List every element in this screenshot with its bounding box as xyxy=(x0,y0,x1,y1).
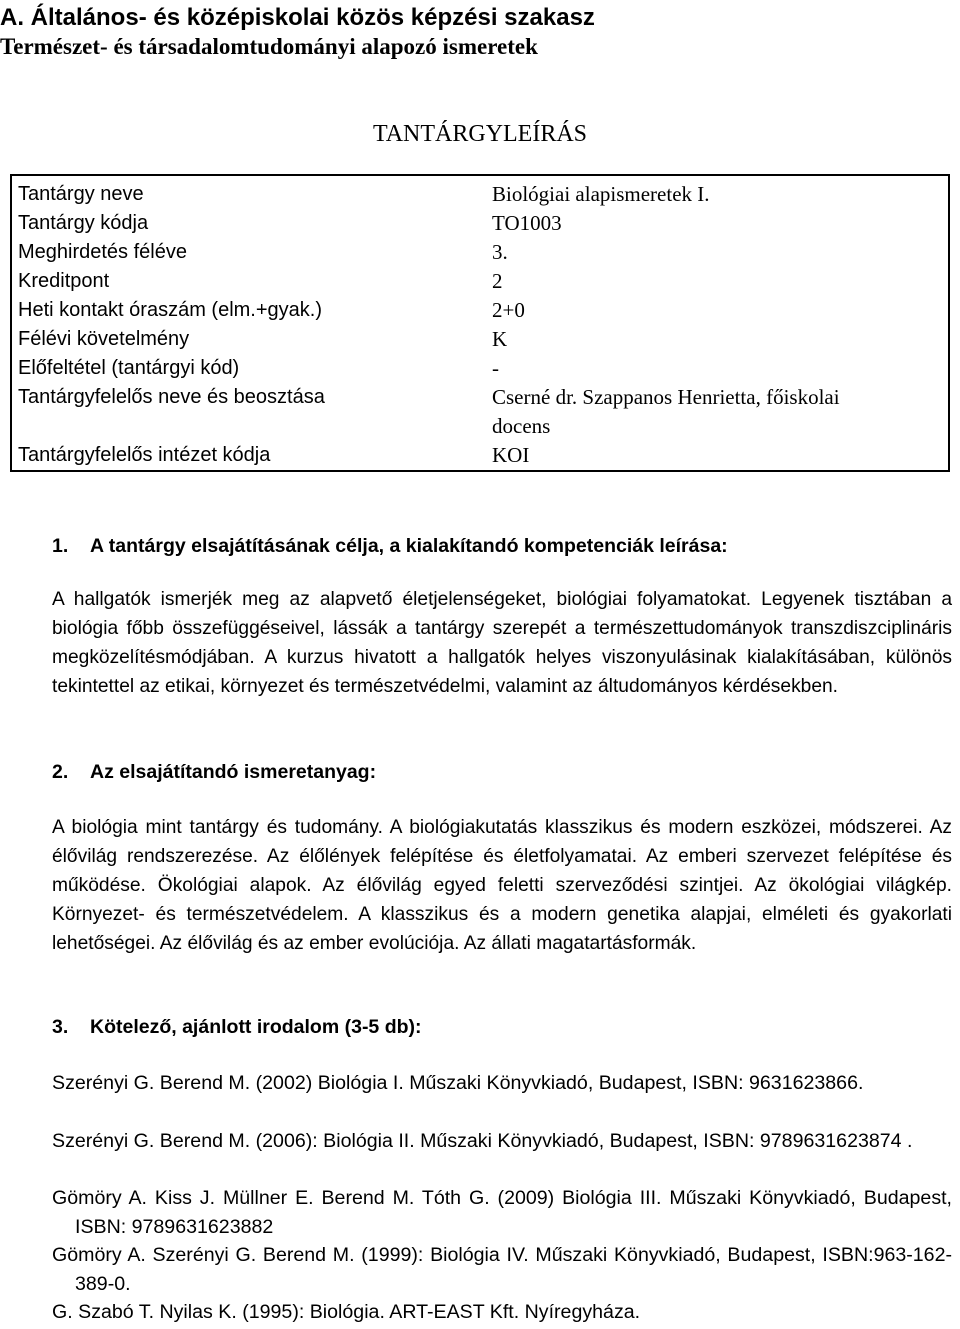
info-label: Félévi követelmény xyxy=(18,328,190,350)
section-number: 3. xyxy=(52,1016,69,1038)
info-label: Előfeltétel (tantárgyi kód) xyxy=(18,357,240,379)
reference-item: Gömöry A. Szerényi G. Berend M. (1999): Biológia IV. Műszaki Könyvkiadó, Budapest, ISBN:963-162-389-0. xyxy=(52,1244,952,1295)
section-number: 2. xyxy=(52,761,69,783)
info-label: Tantárgy kódja xyxy=(18,212,149,234)
section-1-title xyxy=(52,532,728,560)
section-title-text: Kötelező, ajánlott irodalom (3-5 db): xyxy=(90,1016,422,1038)
reference-item: Szerényi G. Berend M. (2006): Biológia II. Műszaki Könyvkiadó, Budapest, ISBN: 9789631623874 . xyxy=(52,1130,913,1152)
section-number: 1. xyxy=(52,535,69,557)
subsection-heading: Természet- és társadalomtudományi alapozó ismeretek xyxy=(0,34,538,59)
info-label: Tantárgyfelelős intézet kódja xyxy=(18,444,271,466)
info-value: 2 xyxy=(492,269,503,293)
section-title-text: Az elsajátítandó ismeretanyag: xyxy=(90,761,377,783)
info-row xyxy=(12,238,948,267)
info-row xyxy=(12,296,948,325)
info-value: - xyxy=(492,356,499,380)
info-label: Tantárgy neve xyxy=(18,183,144,205)
reference-item: Gömöry A. Kiss J. Müllner E. Berend M. Tóth G. (2009) Biológia III. Műszaki Könyvkiadó, Budapest, ISBN: 9789631623882 xyxy=(52,1187,952,1238)
document-title: TANTÁRGYLEÍRÁS xyxy=(372,121,588,147)
info-row xyxy=(12,180,948,209)
info-value: TO1003 xyxy=(492,211,562,235)
section-title-text: A tantárgy elsajátításának célja, a kialakítandó kompetenciák leírása: xyxy=(90,535,728,557)
reference-item: G. Szabó T. Nyilas K. (1995): Biológia. ART-EAST Kft. Nyíregyháza. xyxy=(52,1301,641,1323)
info-row xyxy=(12,441,948,470)
section-1-text: A hallgatók ismerjék meg az alapvető életjelenségeket, biológiai folyamatokat. Legyenek tisztában a biológia főbb összefüggéseivel, lássák a tantárgy szerepét a természettudományok transzdiszciplináris megközelítésmódjában. A kurzus hivatott a hallgatók helyes viszonyulásinak kialakításában, különös tekintettel az etikai, környezet és természetvédelmi, valamint az áltudományos kérdésekben. xyxy=(52,589,952,697)
info-value: KOI xyxy=(492,443,530,467)
info-row xyxy=(12,383,948,412)
info-label: Tantárgyfelelős neve és beosztása xyxy=(18,386,325,408)
info-row xyxy=(12,325,948,354)
info-row-continued xyxy=(12,412,948,441)
info-row xyxy=(12,354,948,383)
info-row xyxy=(12,209,948,238)
info-row xyxy=(12,267,948,296)
info-value: K xyxy=(492,327,508,351)
section-2-text: A biológia mint tantárgy és tudomány. A biológiakutatás klasszikus és modern eszközei, módszerei. Az élővilág rendszerezése. Az élőlények felépítése és életfolyamatai. Az emberi szervezet felépítése és működése. Ökológiai alapok. Az élővilág egyed feletti szerveződési szintjei. Az ökológiai világkép. Környezet- és természetvédelem. A klasszikus és a modern genetika alapjai, elméleti és gyakorlati lehetőségei. Az élővilág és az ember evolúciója. Az állati magatartásformák. xyxy=(52,817,952,954)
course-info-table xyxy=(10,174,950,472)
info-value: Biológiai alapismeretek I. xyxy=(492,182,710,206)
info-label: Heti kontakt óraszám (elm.+gyak.) xyxy=(18,299,322,321)
info-value: 2+0 xyxy=(492,298,525,322)
info-label: Kreditpont xyxy=(18,270,110,292)
section-heading: A. Általános- és középiskolai közös képzési szakasz xyxy=(0,4,595,31)
info-value: 3. xyxy=(492,240,508,264)
section-3-title xyxy=(52,1013,422,1041)
reference-item: Szerényi G. Berend M. (2002) Biológia I. Műszaki Könyvkiadó, Budapest, ISBN: 9631623866. xyxy=(52,1072,864,1094)
info-label: Meghirdetés féléve xyxy=(18,241,187,263)
section-2-title xyxy=(52,758,376,786)
info-value: Cserné dr. Szappanos Henrietta, főiskolai xyxy=(492,385,840,409)
info-value-continued: docens xyxy=(492,414,551,438)
